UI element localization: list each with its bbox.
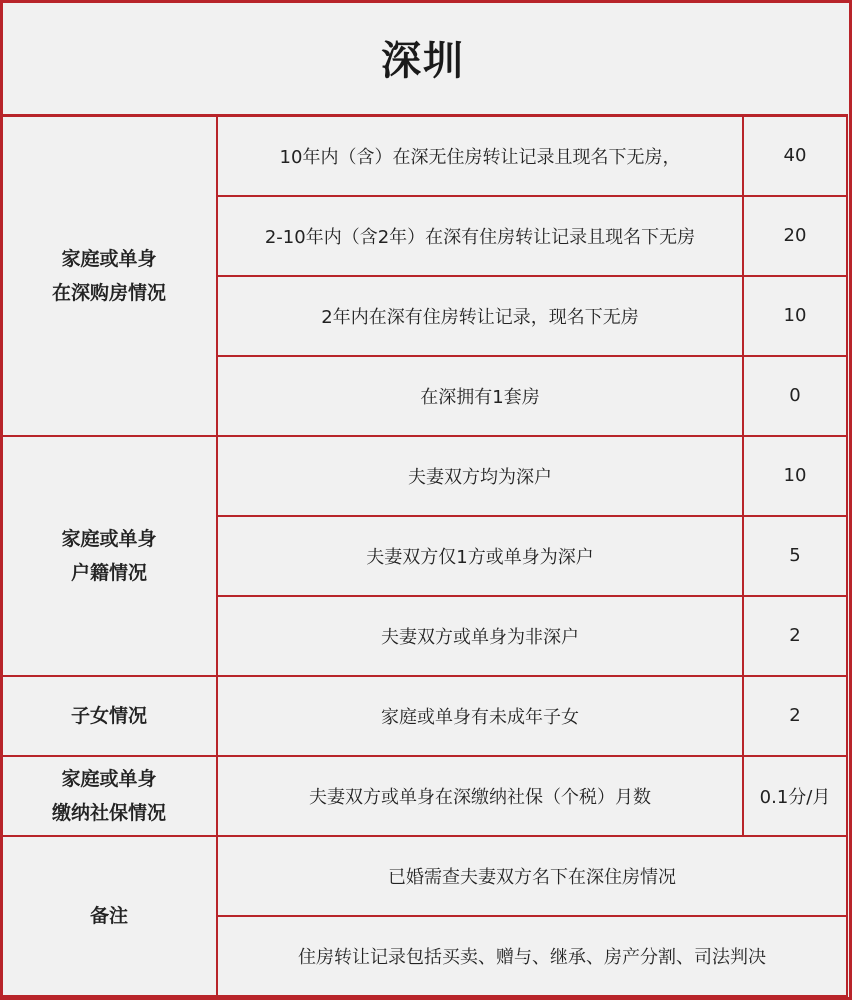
score-cell: 5 — [743, 516, 847, 596]
score-cell: 0 — [743, 356, 847, 436]
condition-cell: 家庭或单身有未成年子女 — [217, 676, 743, 756]
score-cell: 0.1分/月 — [743, 756, 847, 836]
notes-category-cell: 备注 — [1, 836, 217, 996]
condition-cell: 2年内在深有住房转让记录，现名下无房 — [217, 276, 743, 356]
condition-cell: 在深拥有1套房 — [217, 356, 743, 436]
note-cell: 已婚需查夫妻双方名下在深住房情况 — [217, 836, 847, 916]
table-row — [1, 116, 847, 196]
condition-cell: 夫妻双方均为深户 — [217, 436, 743, 516]
category-cell: 家庭或单身 缴纳社保情况 — [1, 756, 217, 836]
condition-cell: 2-10年内（含2年）在深有住房转让记录且现名下无房 — [217, 196, 743, 276]
category-cell: 家庭或单身 户籍情况 — [1, 436, 217, 676]
category-cell: 家庭或单身 在深购房情况 — [1, 116, 217, 436]
score-cell: 2 — [743, 596, 847, 676]
score-cell: 40 — [743, 116, 847, 196]
condition-cell: 10年内（含）在深无住房转让记录且现名下无房， — [217, 116, 743, 196]
table-row — [1, 676, 847, 756]
table-row — [1, 436, 847, 516]
score-cell: 10 — [743, 276, 847, 356]
score-cell: 20 — [743, 196, 847, 276]
score-cell: 2 — [743, 676, 847, 756]
page-title: 深圳 — [381, 37, 465, 84]
table-row — [1, 836, 847, 916]
condition-cell: 夫妻双方或单身在深缴纳社保（个税）月数 — [217, 756, 743, 836]
note-cell: 住房转让记录包括买卖、赠与、继承、房产分割、司法判决 — [217, 916, 847, 996]
condition-cell: 夫妻双方仅1方或单身为深户 — [217, 516, 743, 596]
score-cell: 10 — [743, 436, 847, 516]
category-cell: 子女情况 — [1, 676, 217, 756]
condition-cell: 夫妻双方或单身为非深户 — [217, 596, 743, 676]
scoring-table — [0, 114, 848, 997]
table-row — [1, 756, 847, 836]
